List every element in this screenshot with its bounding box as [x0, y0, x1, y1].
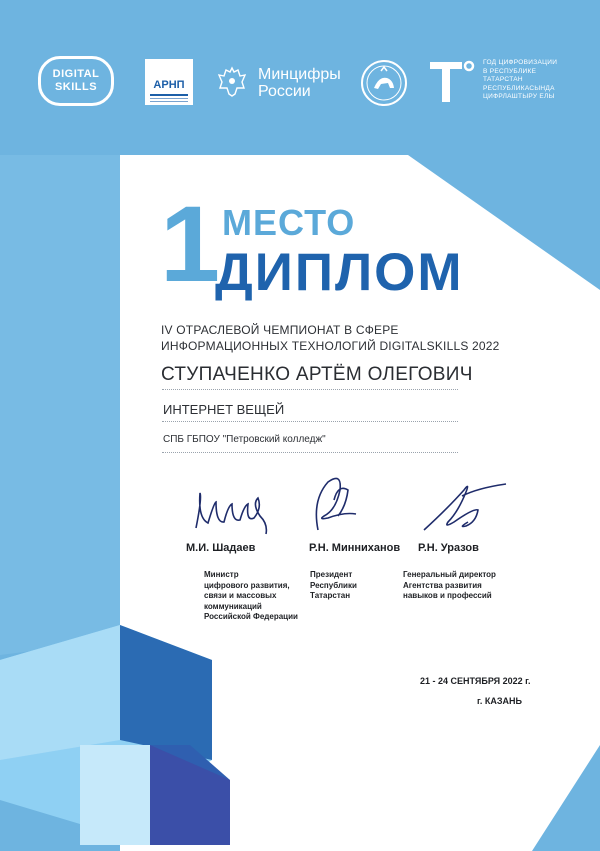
signatory-name-1: М.И. Шадаев	[186, 542, 256, 554]
arnp-logo	[145, 59, 193, 105]
mincifry-line1: Минцифры	[258, 66, 341, 83]
signature-shadaev	[188, 478, 274, 538]
role-line: коммуникаций	[204, 601, 262, 611]
championship-title	[161, 322, 500, 354]
tatarstan-emblem-icon	[359, 58, 409, 108]
t-logo-icon	[430, 60, 476, 104]
role-line: Татарстан	[310, 591, 351, 600]
year-text-line: В РЕСПУБЛИКЕ	[483, 67, 537, 75]
year-text-line: ТАТАРСТАН	[483, 76, 523, 83]
signatory-name-3: Р.Н. Уразов	[418, 542, 479, 554]
mincifry-logo	[258, 66, 341, 100]
role-line: Генеральный директор	[403, 570, 496, 579]
role-line: Президент	[310, 570, 353, 579]
competency: ИНТЕРНЕТ ВЕЩЕЙ	[163, 402, 285, 417]
role-line: связи и массовых	[204, 591, 277, 600]
year-text-line: ГОД ЦИФРОВИЗАЦИИ	[483, 59, 558, 66]
eagle-emblem-icon	[218, 66, 246, 98]
signatory-role-3	[403, 570, 496, 602]
role-line: цифрового развития,	[204, 580, 290, 590]
diploma-title: ДИПЛОМ	[215, 243, 464, 302]
year-text-line: ЦИФРЛАШТЫРУ ЕЛЫ	[483, 93, 555, 100]
championship-line1: IV ОТРАСЛЕВОЙ ЧЕМПИОНАТ В СФЕРЕ	[161, 323, 399, 337]
divider	[162, 452, 458, 453]
signature-urazov	[418, 478, 510, 536]
arnp-text: АРНП	[153, 79, 185, 91]
place-word: МЕСТО	[222, 202, 356, 243]
recipient-name: СТУПАЧЕНКО АРТЁМ ОЛЕГОВИЧ	[161, 364, 473, 385]
event-city: г. КАЗАНЬ	[477, 696, 522, 706]
divider	[162, 389, 458, 390]
year-of-digitalization-text	[483, 59, 557, 102]
signatory-role-1	[204, 570, 298, 623]
event-date: 21 - 24 СЕНТЯБРЯ 2022 г.	[420, 676, 531, 686]
role-line: Министр	[204, 570, 239, 579]
role-line: навыков и профессий	[403, 591, 492, 600]
championship-line2: ИНФОРМАЦИОННЫХ ТЕХНОЛОГИЙ DIGITALSKILLS 2022	[161, 339, 500, 353]
role-line: Агентства развития	[403, 580, 482, 590]
signatory-name-2: Р.Н. Минниханов	[309, 542, 401, 554]
digital-skills-line2: SKILLS	[54, 81, 98, 93]
institution: СПБ ГБПОУ "Петровский колледж"	[163, 434, 326, 445]
role-line: Российской Федерации	[204, 612, 298, 621]
divider	[162, 421, 458, 422]
mincifry-line2: России	[258, 83, 311, 100]
year-text-line: РЕСПУБЛИКАСЫНДА	[483, 84, 555, 92]
digital-skills-logo	[38, 56, 114, 106]
signatory-role-2	[310, 570, 357, 602]
signature-minnikhanov	[308, 470, 368, 536]
place-number: 1	[160, 183, 221, 304]
digital-skills-line1: DIGITAL	[52, 68, 100, 80]
role-line: Республики	[310, 580, 357, 590]
